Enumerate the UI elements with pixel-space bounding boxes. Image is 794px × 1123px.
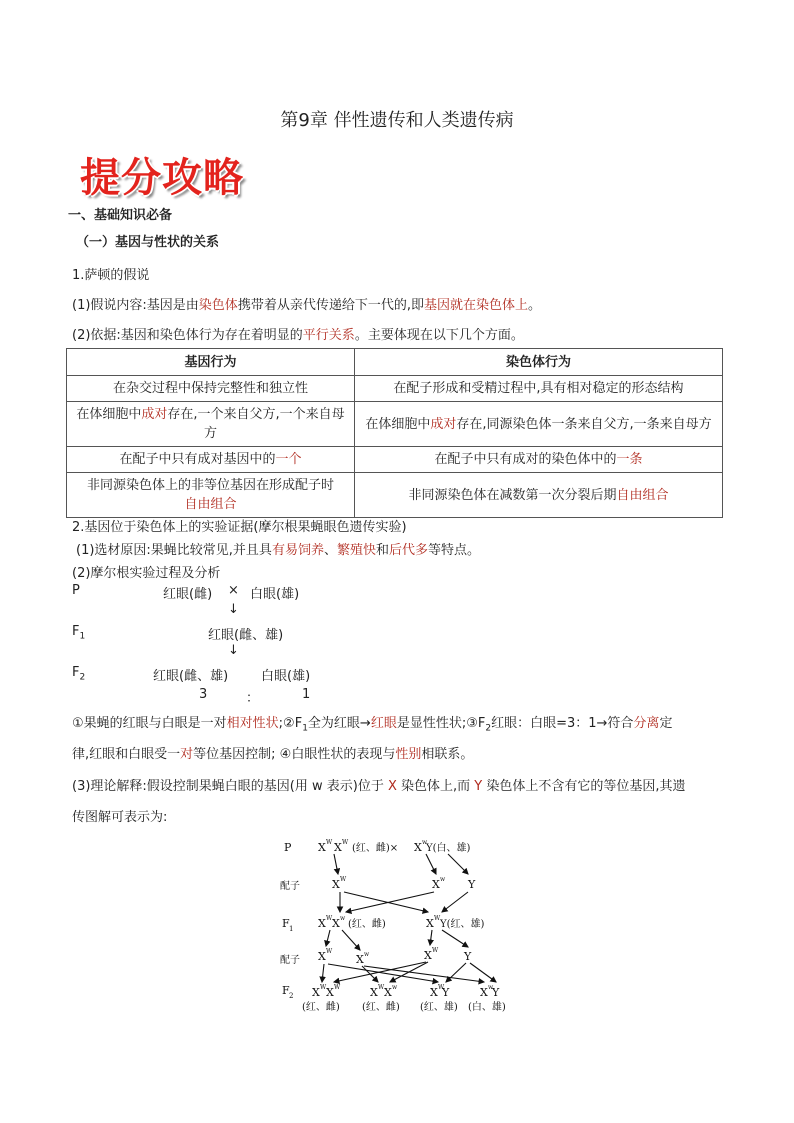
arrow-line	[470, 963, 496, 982]
sup-W: W	[340, 876, 347, 883]
header-gene: 基因行为	[67, 349, 355, 376]
sup-W: W	[434, 915, 441, 922]
sup-W: W	[320, 984, 327, 991]
sup-W: W	[326, 915, 333, 922]
f1-male-x: X	[426, 917, 434, 930]
gamete-xw-small: X	[432, 878, 440, 891]
p-cross-text: (红、雌)×	[352, 843, 399, 854]
cross-f2-right: 白眼(雄)	[261, 669, 311, 684]
experiment-heading: (2)摩尔根实验过程及分析	[72, 566, 221, 581]
cell: 在配子形成和受精过程中,具有相对稳定的形态结构	[355, 376, 723, 402]
cross-p-male: 白眼(雄)	[250, 587, 300, 602]
g2-y: Y	[464, 950, 472, 963]
sup-W: W	[334, 984, 341, 991]
cell: 在体细胞中成对存在,同源染色体一条来自父方,一条来自母方	[355, 402, 723, 447]
theory-line-1: (3)理论解释:假设控制果蝇白眼的基因(用 w 表示)位于 X 染色体上,而 Y 染色体上不含有它的等位基因,其遗	[72, 779, 686, 794]
f2-pheno-2: (红、雌)	[362, 1002, 400, 1013]
theory-line-2: 传图解可表示为:	[72, 810, 168, 825]
arrow-line	[448, 854, 468, 874]
ratio-colon: ：	[246, 691, 260, 706]
f2-pheno-3: (红、雄)	[420, 1002, 458, 1013]
f2-sub: 2	[289, 992, 294, 1000]
sup-w: w	[422, 839, 428, 846]
arrow-line	[430, 930, 432, 945]
sup-W: W	[326, 839, 333, 846]
header-chromosome: 染色体行为	[355, 349, 723, 376]
cell: 在体细胞中成对存在,一个来自父方,一个来自母方	[67, 402, 355, 447]
ratio-a: 3	[199, 687, 208, 702]
heading-sutton: 1.萨顿的假说	[72, 268, 150, 283]
cell: 非同源染色体在减数第一次分裂后期自由组合	[355, 473, 723, 518]
ratio-b: 1	[302, 687, 311, 702]
table-row	[67, 473, 723, 518]
gamete-label: 配子	[280, 955, 300, 966]
sup-w: w	[488, 984, 494, 991]
f1-x2: X	[332, 917, 340, 930]
p-male-text: Y(白、雄)	[426, 843, 471, 854]
sup-W: W	[438, 984, 445, 991]
p-female-x2: X	[334, 841, 342, 854]
cross-f1-text: 红眼(雌、雄)	[208, 628, 284, 643]
hypothesis-basis: (2)依据:基因和染色体行为存在着明显的平行关系。主要体现在以下几个方面。	[72, 328, 524, 343]
gamete-y: Y	[468, 878, 476, 891]
sup-W: W	[342, 839, 349, 846]
cross-p-label: P	[72, 583, 80, 598]
sup-w: w	[340, 915, 346, 922]
cross-p-female: 红眼(雌)	[163, 587, 213, 602]
p-female-x1: X	[318, 841, 326, 854]
arrow-line	[344, 892, 428, 912]
p-label: P	[284, 841, 292, 854]
arrow-line	[322, 964, 324, 982]
f2-1: X	[312, 986, 320, 999]
f2-label: F	[282, 984, 290, 997]
arrow-line	[442, 892, 468, 912]
page-title: 第9章 伴性遗传和人类遗传病	[280, 110, 514, 131]
analysis-line-1: ①果蝇的红眼与白眼是一对相对性状$;②F_1$全为红眼→红眼是显性性状$;③F_2$红眼：白眼=3：1→符合分离定	[72, 716, 673, 734]
table-header-row	[67, 349, 723, 376]
f2-1b: X	[326, 986, 334, 999]
f2-2: X	[370, 986, 378, 999]
cell: 在杂交过程中保持完整性和独立性	[67, 376, 355, 402]
comparison-table	[66, 348, 723, 518]
f2-2b: X	[384, 986, 392, 999]
f1-male-text: Y(红、雄)	[440, 919, 485, 930]
arrow-down-icon: ↓	[228, 602, 239, 617]
cross-f2-label: $F_2$	[72, 665, 86, 683]
sup-W: W	[378, 984, 385, 991]
f1-label: F	[282, 917, 290, 930]
arrow-down-icon: ↓	[228, 643, 239, 658]
arrow-line	[326, 930, 330, 946]
cell: 非同源染色体上的非等位基因在形成配子时 自由组合	[67, 473, 355, 518]
banner-heading: 提分攻略	[80, 155, 244, 201]
g2-xW-male: X	[424, 949, 432, 962]
cell: 在配子中只有成对的染色体中的一条	[355, 447, 723, 473]
inheritance-diagram	[278, 832, 518, 1022]
table-row	[67, 376, 723, 402]
sup-w: w	[440, 876, 446, 883]
f2-pheno-1: (红、雌)	[302, 1002, 340, 1013]
arrow-line	[334, 854, 338, 874]
table-row	[67, 447, 723, 473]
sup-w: w	[392, 984, 398, 991]
sup-W: W	[326, 948, 333, 955]
f2-3: X	[430, 986, 438, 999]
gamete-label: 配子	[280, 881, 300, 892]
heading-morgan: 2.基因位于染色体上的实验证据(摩尔根果蝇眼色遗传实验)	[72, 520, 407, 535]
arrow-line	[346, 892, 434, 912]
cross-times: ×	[228, 583, 239, 598]
cell: 在配子中只有成对基因中的一个	[67, 447, 355, 473]
sup-w: w	[364, 951, 370, 958]
f2-4: X	[480, 986, 488, 999]
g2-xw: X	[356, 953, 364, 966]
arrow-line	[426, 854, 436, 874]
f1-x1: X	[318, 917, 326, 930]
cross-f1-label: $F_1$	[72, 624, 86, 642]
f2-pheno-4: (白、雄)	[468, 1002, 506, 1013]
subsection-heading: （一）基因与性状的关系	[76, 235, 220, 250]
section-heading: 一、基础知识必备	[68, 208, 173, 223]
f1-female-text: (红、雌)	[348, 919, 386, 930]
arrow-line	[342, 930, 360, 950]
material-reason: (1)选材原因:果蝇比较常见,并且具有易饲养、繁殖快和后代多等特点。	[76, 543, 481, 558]
gamete-xw: X	[332, 878, 340, 891]
cross-f2-left: 红眼(雌、雄)	[153, 669, 229, 684]
table-row	[67, 402, 723, 447]
sup-W: W	[432, 947, 439, 954]
p-male-x: X	[414, 841, 422, 854]
f2-3y: Y	[442, 986, 450, 999]
arrow-line	[442, 930, 468, 947]
analysis-line-2: 律,红眼和白眼受一对等位基因控制; ④白眼性状的表现与性别相联系。	[72, 747, 474, 762]
g2-xW: X	[318, 950, 326, 963]
hypothesis-content: (1)假说内容:基因是由染色体携带着从亲代传递给下一代的,即基因就在染色体上。	[72, 298, 541, 313]
f1-sub: 1	[289, 925, 294, 933]
f2-4y: Y	[492, 986, 500, 999]
